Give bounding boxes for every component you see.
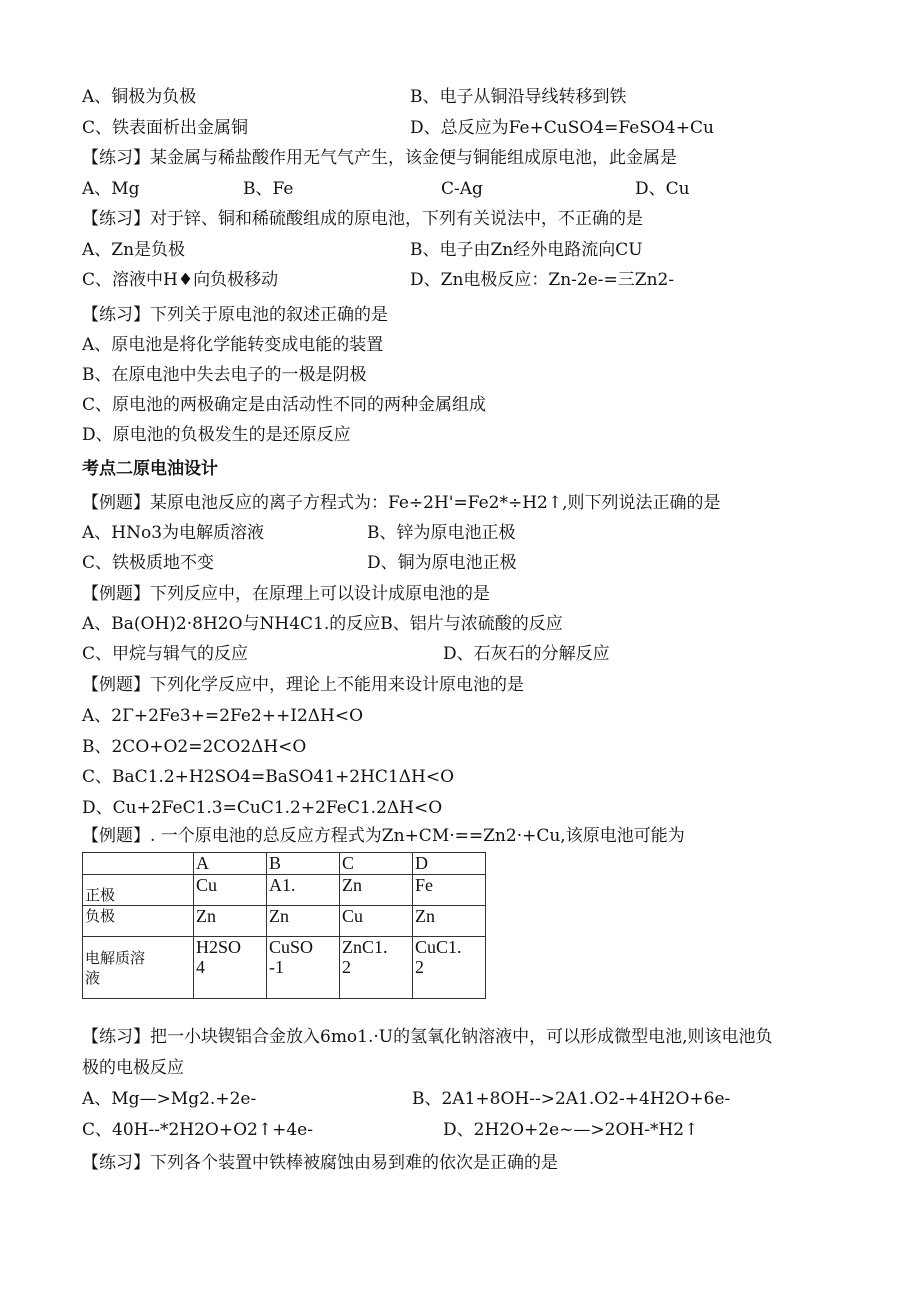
table-cell: Fe <box>413 875 486 906</box>
table-header-row <box>83 853 486 875</box>
table-cell: C <box>340 853 413 875</box>
example2-options-ab: A、Ba(OH)2·8H2O与NH4C1.的反应B、铝片与浓硫酸的反应 <box>82 614 563 634</box>
example2-option-c: C、甲烷与辑气的反应 <box>82 644 249 664</box>
q1-option-d: D、总反应为Fe+CuSO4=FeSO4+Cu <box>410 118 714 138</box>
example3-option-c: C、BaC1.2+H2SO4=BaSO41+2HC1ΔH<O <box>82 767 455 787</box>
table-row <box>83 937 486 999</box>
section-heading: 考点二原电油设计 <box>82 459 218 479</box>
table-row <box>83 875 486 906</box>
options-table <box>82 852 486 999</box>
table-cell: Zn <box>267 906 340 937</box>
q3-option-a: A、Zn是负极 <box>82 240 186 260</box>
table-cell: CuSO -1 <box>267 937 340 999</box>
q2-option-b: B、Fe <box>243 179 294 199</box>
q1-option-b: B、电子从铜沿导线转移到铁 <box>410 87 627 107</box>
table-cell: Cu <box>194 875 267 906</box>
practice5-option-b: B、2A1+8OH-->2A1.O2-+4H2O+6e- <box>412 1089 731 1109</box>
example3-option-a: A、2Γ+2Fe3+=2Fe2++I2ΔH<O <box>82 706 364 726</box>
example3-option-b: B、2CO+O2=2CO2ΔH<O <box>82 737 307 757</box>
q4-option-a: A、原电池是将化学能转变成电能的装置 <box>82 335 384 355</box>
table-cell: Cu <box>340 906 413 937</box>
example4-stem: 【例题】. 一个原电池的总反应方程式为Zn+CM·==Zn2·+Cu,该原电池可能为 <box>82 826 685 846</box>
q1-option-c: C、铁表面析出金属铜 <box>82 118 249 138</box>
q4-option-b: B、在原电池中失去电子的一极是阴极 <box>82 365 367 385</box>
q4-option-c: C、原电池的两极确定是由活动性不同的两种金属组成 <box>82 395 487 415</box>
example1-option-a: A、HNo3为电解质溶液 <box>82 523 265 543</box>
table-cell <box>83 853 194 875</box>
example1-option-d: D、铜为原电池正极 <box>367 553 517 573</box>
example3-option-d: D、Cu+2FeC1.3=CuC1.2+2FeC1.2ΔH<O <box>82 798 443 818</box>
q2-option-d: D、Cu <box>635 179 690 199</box>
example1-option-b: B、锌为原电池正极 <box>367 523 516 543</box>
q4-stem: 【练习】下列关于原电池的叙述正确的是 <box>82 305 388 325</box>
table-cell: CuC1. 2 <box>413 937 486 999</box>
practice5-stem-line1: 【练习】把一小块锲铝合金放入6mo1.·U的氢氧化钠溶液中，可以形成微型电池,则该电池负 <box>82 1027 773 1047</box>
q2-option-c: C-Ag <box>441 179 483 199</box>
table-cell: Zn <box>413 906 486 937</box>
q3-stem: 【练习】对于锌、铜和稀硫酸组成的原电池，下列有关说法中，不正确的是 <box>82 209 643 229</box>
table-row <box>83 906 486 937</box>
table-cell: 电解质溶 液 <box>83 937 194 999</box>
example1-option-c: C、铁极质地不变 <box>82 553 215 573</box>
practice5-option-a: A、Mg—>Mg2.+2e- <box>82 1089 257 1109</box>
example2-stem: 【例题】下列反应中，在原理上可以设计成原电池的是 <box>82 584 490 604</box>
q1-option-a: A、铜极为负极 <box>82 87 197 107</box>
table-cell: Zn <box>194 906 267 937</box>
q2-option-a: A、Mg <box>82 179 140 199</box>
table-cell: D <box>413 853 486 875</box>
table-cell: A <box>194 853 267 875</box>
practice5-option-c: C、40H--*2H2O+O2↑+4e- <box>82 1120 313 1140</box>
table-cell: 负极 <box>83 906 194 937</box>
q3-option-c: C、溶液中H♦向负极移动 <box>82 270 279 290</box>
q3-option-d: D、Zn电极反应：Zn-2e-=三Zn2- <box>410 270 675 290</box>
table-cell: Zn <box>340 875 413 906</box>
practice5-option-d: D、2H2O+2e~—>2OH-*H2↑ <box>443 1120 699 1140</box>
table-cell: H2SO 4 <box>194 937 267 999</box>
table-cell: 正极 <box>83 875 194 906</box>
example2-option-d: D、石灰石的分解反应 <box>443 644 610 664</box>
q3-option-b: B、电子由Zn经外电路流向CU <box>410 240 643 260</box>
practice5-stem-line2: 极的电极反应 <box>82 1058 184 1078</box>
table-cell: ZnC1. 2 <box>340 937 413 999</box>
table-cell: A1. <box>267 875 340 906</box>
practice6-stem: 【练习】下列各个装置中铁棒被腐蚀由易到难的依次是正确的是 <box>82 1153 558 1173</box>
q2-stem: 【练习】某金属与稀盐酸作用无气气产生，该金便与铜能组成原电池，此金属是 <box>82 148 677 168</box>
table-cell: B <box>267 853 340 875</box>
example1-stem: 【例题】某原电池反应的离子方程式为：Fe÷2H'=Fe2*÷H2↑,则下列说法正确的是 <box>82 493 721 513</box>
q4-option-d: D、原电池的负极发生的是还原反应 <box>82 425 351 445</box>
example3-stem: 【例题】下列化学反应中，理论上不能用来设计原电池的是 <box>82 675 524 695</box>
